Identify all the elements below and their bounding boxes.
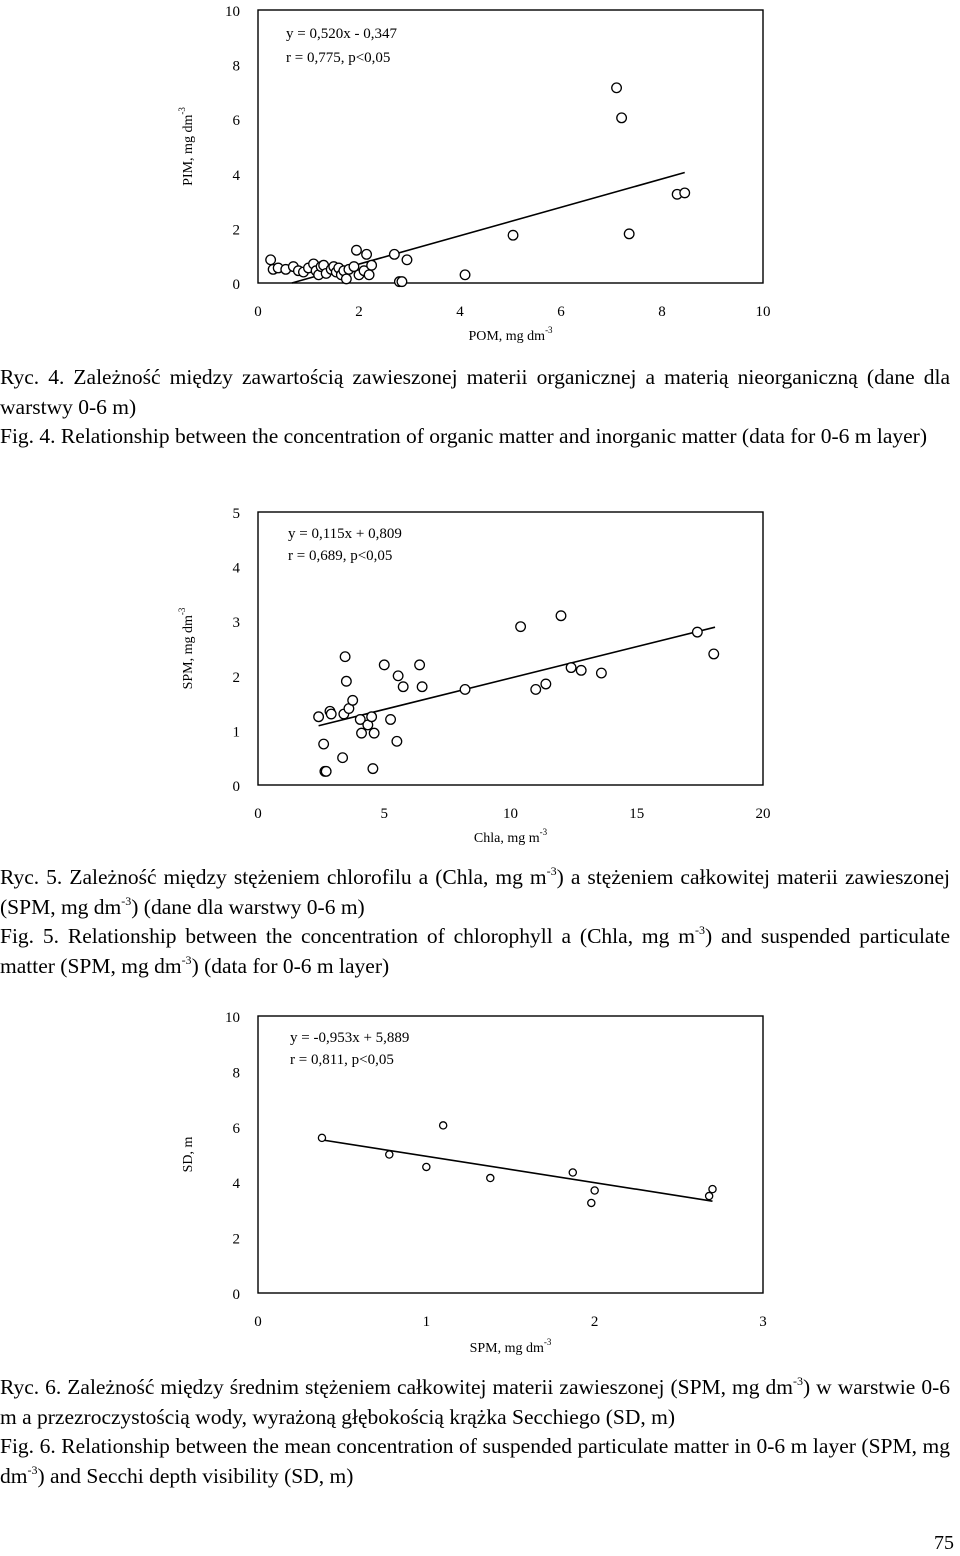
data-point (624, 229, 634, 239)
data-point (386, 1151, 393, 1158)
x-tick-label: 10 (503, 806, 518, 822)
data-point (402, 255, 412, 265)
x-tick-label: 3 (759, 1314, 767, 1330)
data-point (417, 682, 427, 692)
x-tick-label: 10 (755, 304, 771, 320)
figure-6-caption-en: Fig. 6. Relationship between the mean concentration of suspended particulate matter in 0-6 m layer (SPM, mg $dm^{-3}$) and Secchi depth visibility (SD, m) (0, 1434, 950, 1488)
data-point (487, 1174, 494, 1181)
data-point (342, 676, 352, 686)
spm-vs-chla-scatter (0, 500, 960, 852)
regression-equation: r = 0,811, p<0,05 (290, 1052, 394, 1068)
figure-5-chart (0, 500, 960, 852)
x-tick-label: 5 (380, 806, 388, 822)
y-tick-label: 0 (232, 277, 240, 293)
x-tick-label: 0 (254, 1314, 262, 1330)
data-point (364, 270, 374, 280)
figure-4-caption-en: Fig. 4. Relationship between the concentration of organic matter and inorganic matter (data for 0-6 m layer) (0, 424, 927, 448)
regression-equation: r = 0,775, p<0,05 (286, 50, 391, 66)
data-point (576, 666, 586, 676)
y-axis-label: SPM, mg $dm^{-3}$ (177, 607, 196, 690)
data-point (326, 709, 336, 719)
y-tick-label: 8 (232, 1065, 240, 1082)
sd-vs-spm-scatter (0, 1003, 960, 1355)
x-tick-label: 0 (254, 304, 262, 320)
y-tick-label: 0 (232, 779, 240, 795)
x-axis-label: POM, mg $dm^{-3}$ (468, 325, 553, 344)
data-point (393, 671, 403, 681)
data-point (369, 728, 379, 738)
y-tick-label: 6 (232, 113, 240, 130)
data-point (415, 660, 425, 670)
data-point (362, 250, 372, 260)
data-point (392, 737, 402, 747)
x-axis-label: SPM, mg $dm^{-3}$ (469, 1337, 552, 1355)
data-point (617, 113, 627, 123)
data-point (709, 1186, 716, 1193)
regression-equation: r = 0,689, p<0,05 (288, 548, 393, 564)
x-tick-label: 2 (590, 1314, 599, 1330)
figure-5-caption-en: Fig. 5. Relationship between the concentration of chlorophyll a (Chla, mg $m^{-3}$) and suspended particulate matter (SPM, mg $dm^{-3}$) (data for 0-6 m layer) (0, 923, 950, 978)
x-tick-label: 2 (355, 304, 363, 320)
data-point (516, 622, 526, 632)
pim-vs-pom-scatter (0, 0, 960, 352)
y-tick-label: 2 (232, 1231, 240, 1248)
y-tick-label: 3 (232, 615, 240, 632)
data-point (566, 663, 576, 673)
data-point (367, 260, 377, 270)
data-point (460, 685, 470, 695)
data-point (340, 652, 350, 662)
figure-6-caption-pl: Ryc. 6. Zależność między średnim stężeniem całkowitej materii zawieszonej (SPM, mg $dm^{-3}$) w warstwie 0-6 m a przezroczystością wody, wyrażoną głębokością krążka Secchiego (SD, m) (0, 1374, 950, 1429)
x-tick-label: 0 (254, 806, 262, 822)
data-point (266, 255, 276, 265)
data-point (591, 1187, 598, 1194)
y-tick-label: 1 (232, 724, 240, 741)
y-tick-label: 10 (225, 4, 240, 20)
data-point (597, 668, 607, 678)
data-point (423, 1163, 430, 1170)
data-point (379, 660, 389, 670)
x-axis-label: Chla, mg $m^{-3}$ (473, 827, 548, 846)
data-point (531, 685, 541, 695)
y-tick-label: 2 (232, 222, 240, 239)
x-tick-label: 4 (456, 304, 464, 320)
data-point (342, 274, 352, 284)
x-tick-label: 8 (658, 304, 666, 320)
data-point (352, 245, 362, 255)
data-point (680, 188, 690, 198)
data-point (569, 1169, 576, 1176)
figure-4-caption (0, 363, 950, 452)
y-tick-label: 10 (225, 1010, 240, 1026)
data-point (440, 1122, 447, 1129)
regression-equation: y = 0,520x - 0,347 (286, 26, 397, 42)
x-tick-label: 6 (557, 304, 565, 320)
y-axis-label: SD, m (181, 1136, 196, 1173)
data-point (398, 682, 408, 692)
data-point (541, 679, 551, 689)
figure-6-chart (0, 1003, 960, 1355)
data-point (693, 627, 703, 637)
x-tick-label: 20 (755, 806, 771, 822)
y-axis-label: PIM, mg $dm^{-3}$ (177, 107, 196, 186)
data-point (318, 1134, 325, 1141)
data-point (314, 712, 324, 722)
page-number: 75 (934, 1532, 954, 1554)
data-point (319, 739, 329, 749)
y-tick-label: 5 (232, 506, 240, 522)
data-point (508, 230, 518, 240)
regression-equation: y = -0,953x + 5,889 (290, 1030, 410, 1046)
data-point (321, 767, 331, 777)
regression-equation: y = 0,115x + 0,809 (288, 526, 402, 542)
y-tick-label: 8 (232, 58, 240, 75)
data-point (386, 715, 396, 725)
y-tick-label: 2 (232, 669, 240, 686)
data-point (397, 277, 407, 287)
data-point (612, 83, 622, 93)
y-tick-label: 4 (232, 560, 240, 577)
x-tick-label: 15 (629, 806, 645, 822)
data-point (368, 764, 378, 774)
data-point (706, 1192, 713, 1199)
data-point (460, 270, 470, 280)
y-tick-label: 6 (232, 1120, 240, 1137)
regression-line (319, 627, 715, 726)
data-point (588, 1199, 595, 1206)
y-tick-label: 4 (232, 167, 240, 184)
data-point (348, 696, 358, 706)
y-tick-label: 0 (232, 1287, 240, 1303)
data-point (556, 611, 566, 621)
data-point (357, 728, 367, 738)
figure-4-caption-pl: Ryc. 4. Zależność między zawartością zawieszonej materii organicznej a materią nieorganiczną (dane dla warstwy 0-6 m) (0, 365, 950, 419)
data-point (390, 250, 400, 260)
data-point (367, 712, 377, 722)
regression-line (320, 1140, 712, 1202)
x-tick-label: 1 (422, 1314, 431, 1330)
y-tick-label: 4 (232, 1176, 240, 1193)
figure-5-caption-pl: Ryc. 5. Zależność między stężeniem chlorofilu a (Chla, mg $m^{-3}$) a stężeniem całkowitej materii zawieszonej (SPM, mg $dm^{-3}$) (dane dla warstwy 0-6 m) (0, 864, 950, 919)
figure-4-chart (0, 0, 960, 352)
data-point (709, 649, 719, 659)
figure-6-caption (0, 1373, 950, 1491)
data-point (338, 753, 348, 763)
figure-5-caption (0, 863, 950, 981)
